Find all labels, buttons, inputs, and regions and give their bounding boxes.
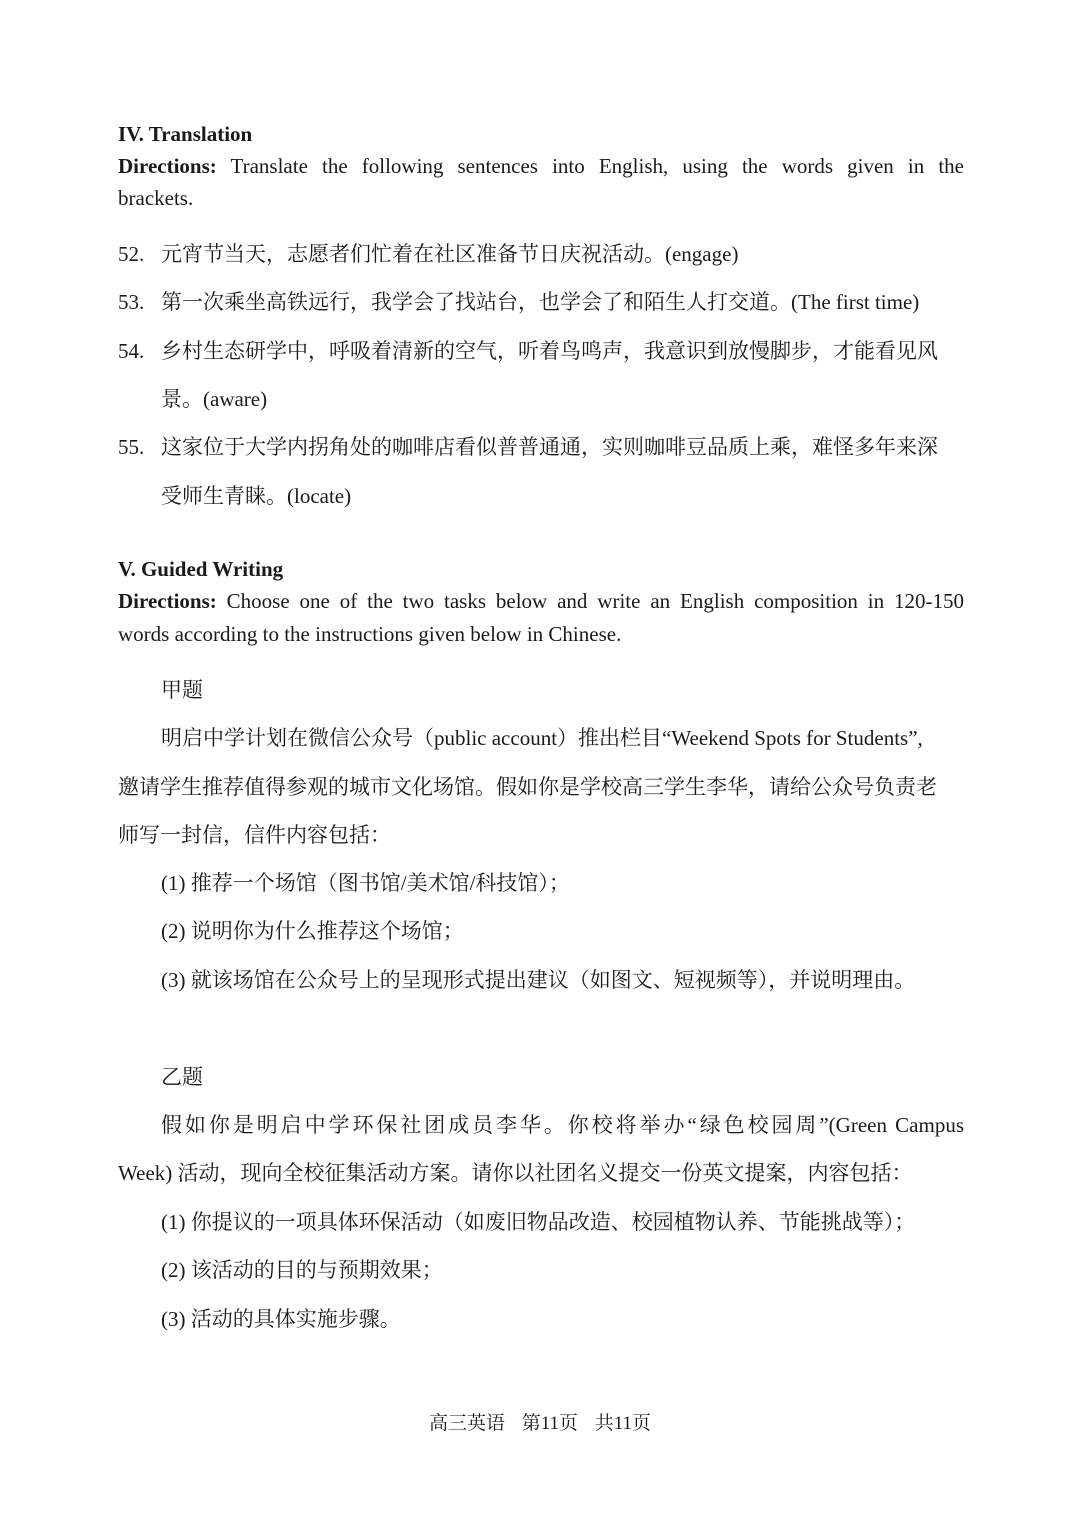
task-a-paragraph-line2: 邀请学生推荐值得参观的城市文化场馆。假如你是学校高三学生李华，请给公众号负责老	[118, 775, 937, 799]
question-text: 第一次乘坐高铁远行，我学会了找站台，也学会了和陌生人打交道。(The first time)	[161, 290, 920, 314]
directions-text: Choose one of the two tasks below and write an English composition in 120-150	[226, 589, 964, 613]
task-a-point-1: (1) 推荐一个场馆（图书馆/美术馆/科技馆）；	[161, 871, 570, 895]
question-number: 55.	[118, 435, 145, 459]
question-number: 54.	[118, 339, 145, 363]
question-text: 这家位于大学内拐角处的咖啡店看似普普通通，实则咖啡豆品质上乘，难怪多年来深	[161, 435, 938, 459]
writing-directions	[118, 585, 964, 617]
writing-directions-cont: words according to the instructions given below in Chinese.	[118, 622, 622, 646]
question-54-cont: 景。(aware)	[161, 387, 268, 411]
translation-heading: IV. Translation	[118, 122, 253, 146]
translation-directions-cont: brackets.	[118, 186, 194, 210]
task-b-title: 乙题	[161, 1065, 203, 1089]
page-footer	[0, 1410, 1080, 1438]
task-b-point-1: (1) 你提议的一项具体环保活动（如废旧物品改造、校园植物认养、节能挑战等）；	[161, 1210, 916, 1234]
task-b-paragraph-line2: Week) 活动，现向全校征集活动方案。请你以社团名义提交一份英文提案，内容包括：	[118, 1161, 913, 1185]
translation-directions	[118, 150, 964, 182]
question-53	[118, 286, 964, 318]
directions-label: Directions:	[118, 154, 217, 178]
footer-total-pages: 共11页	[594, 1413, 652, 1434]
task-b-point-2: (2) 该活动的目的与预期效果；	[161, 1258, 443, 1282]
question-52	[118, 238, 964, 270]
task-a-paragraph-line3: 师写一封信，信件内容包括：	[118, 823, 391, 847]
directions-label: Directions:	[118, 589, 217, 613]
question-text: 元宵节当天，志愿者们忙着在社区准备节日庆祝活动。(engage)	[161, 242, 739, 266]
task-b-point-3: (3) 活动的具体实施步骤。	[161, 1307, 401, 1331]
footer-subject: 高三英语	[428, 1413, 505, 1434]
task-a-title: 甲题	[161, 678, 203, 702]
footer-page-number: 第11页	[521, 1413, 578, 1434]
question-text: 乡村生态研学中，呼吸着清新的空气，听着鸟鸣声，我意识到放慢脚步，才能看见风	[161, 339, 938, 363]
directions-text: Translate the following sentences into English, using the words given in the	[230, 154, 964, 178]
task-a-point-3: (3) 就该场馆在公众号上的呈现形式提出建议（如图文、短视频等），并说明理由。	[161, 968, 916, 992]
question-55-cont: 受师生青睐。(locate)	[161, 484, 352, 508]
question-number: 53.	[118, 290, 145, 314]
task-a-paragraph-line1: 明启中学计划在微信公众号（public account）推出栏目“Weekend Spots for Students”,	[161, 726, 923, 750]
writing-heading: V. Guided Writing	[118, 557, 284, 581]
question-number: 52.	[118, 242, 145, 266]
task-b-paragraph-line1: 假如你是明启中学环保社团成员李华。你校将举办“绿色校园周”(Green Campus	[161, 1113, 964, 1137]
question-55	[118, 431, 964, 463]
question-54	[118, 335, 964, 367]
task-a-point-2: (2) 说明你为什么推荐这个场馆；	[161, 919, 464, 943]
